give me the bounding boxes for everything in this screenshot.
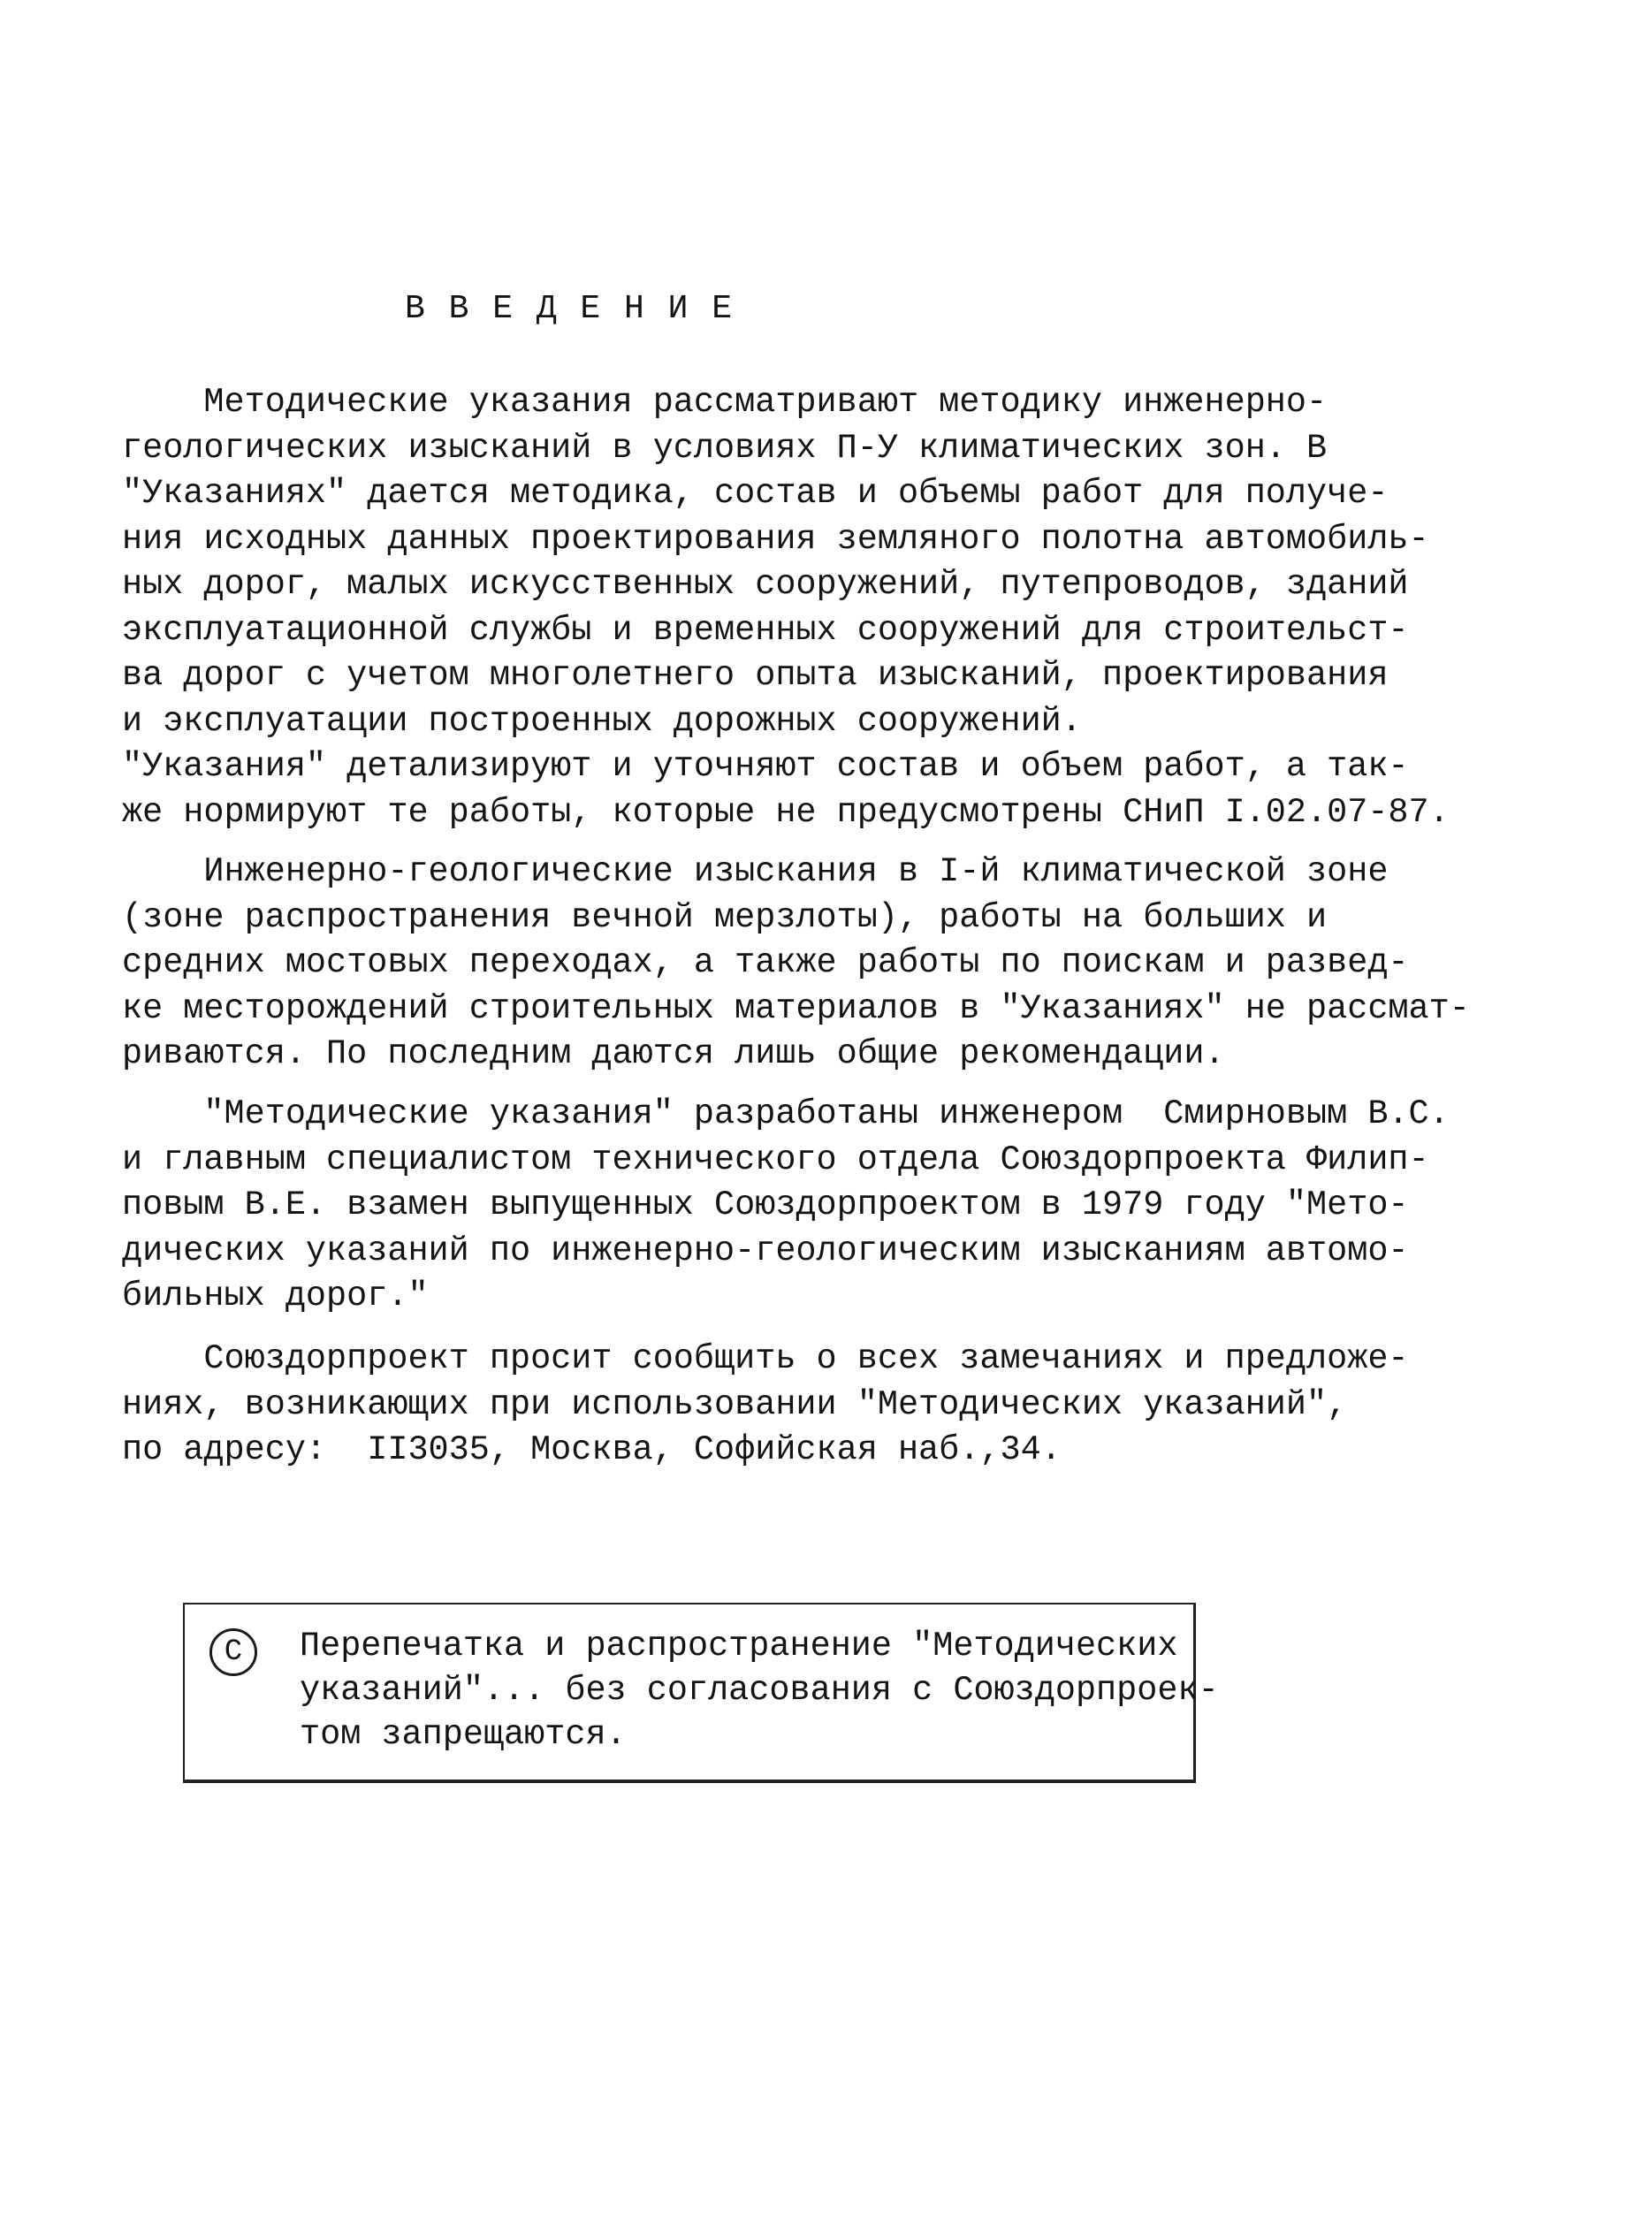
copyright-icon: С [209,1628,257,1676]
paragraph-line: же нормируют те работы, которые не предусмотрены СНиП I.02.07-87. [122,792,1450,832]
paragraph-line: ных дорог, малых искусственных сооружений, путепроводов, зданий [122,565,1409,604]
paragraph-line: средних мостовых переходах, а также работы по поискам и развед- [122,943,1409,982]
paragraph-scope [122,380,1450,835]
paragraph-authors [122,1092,1450,1320]
paragraph-line: "Указания" детализируют и уточняют состав и объем работ, а так- [122,747,1409,786]
paragraph-line: ниях, возникающих при использовании "Методических указаний", [122,1384,1348,1424]
paragraph-exclusions [122,850,1470,1078]
paragraph-line: Инженерно-геологические изыскания в I-й климатической зоне [122,852,1389,891]
paragraph-line: и главным специалистом технического отдела Союздорпроекта Филип- [122,1139,1429,1179]
paragraph-line: риваются. По последним даются лишь общие рекомендации. [122,1034,1225,1073]
paragraph-line: Методические указания рассматривают методику инженерно- [122,383,1328,422]
page-title: В В Е Д Е Н И Е [405,290,735,328]
notice-line: том запрещаются. [300,1715,627,1754]
paragraph-line: ва дорог с учетом многолетнего опыта изысканий, проектирования [122,656,1389,695]
paragraph-line: по адресу: II3035, Москва, Софийская наб.,34. [122,1430,1062,1469]
notice-line: Перепечатка и распространение "Методических [300,1627,1178,1665]
paragraph-contact [122,1337,1409,1474]
paragraph-line: повым В.Е. взамен выпущенных Союздорпроектом в 1979 году "Мето- [122,1185,1409,1224]
paragraph-line: ния исходных данных проектирования земляного полотна автомобиль- [122,519,1429,559]
paragraph-line: "Методические указания" разработаны инженером Смирновым В.С. [122,1094,1450,1133]
paragraph-line: (зоне распространения вечной мерзлоты), работы на больших и [122,897,1328,937]
paragraph-line: дических указаний по инженерно-геологическим изысканиям автомо- [122,1231,1409,1270]
paragraph-line: геологических изысканий в условиях П-У климатических зон. В [122,428,1328,468]
paragraph-line: бильных дорог." [122,1277,429,1315]
copyright-notice-text [300,1624,1219,1757]
notice-line: указаний"... без согласования с Союздорпроек- [300,1671,1219,1710]
paragraph-line: "Указаниях" дается методика, состав и объемы работ для получе- [122,474,1389,513]
paragraph-line: эксплуатационной службы и временных сооружений для строительст- [122,610,1409,650]
copyright-notice-box [183,1603,1219,1783]
paragraph-line: и эксплуатации построенных дорожных сооружений. [122,701,1082,741]
paragraph-line: ке месторождений строительных материалов в "Указаниях" не рассмат- [122,988,1470,1028]
paragraph-line: Союздорпроект просит сообщить о всех замечаниях и предложе- [122,1339,1409,1378]
